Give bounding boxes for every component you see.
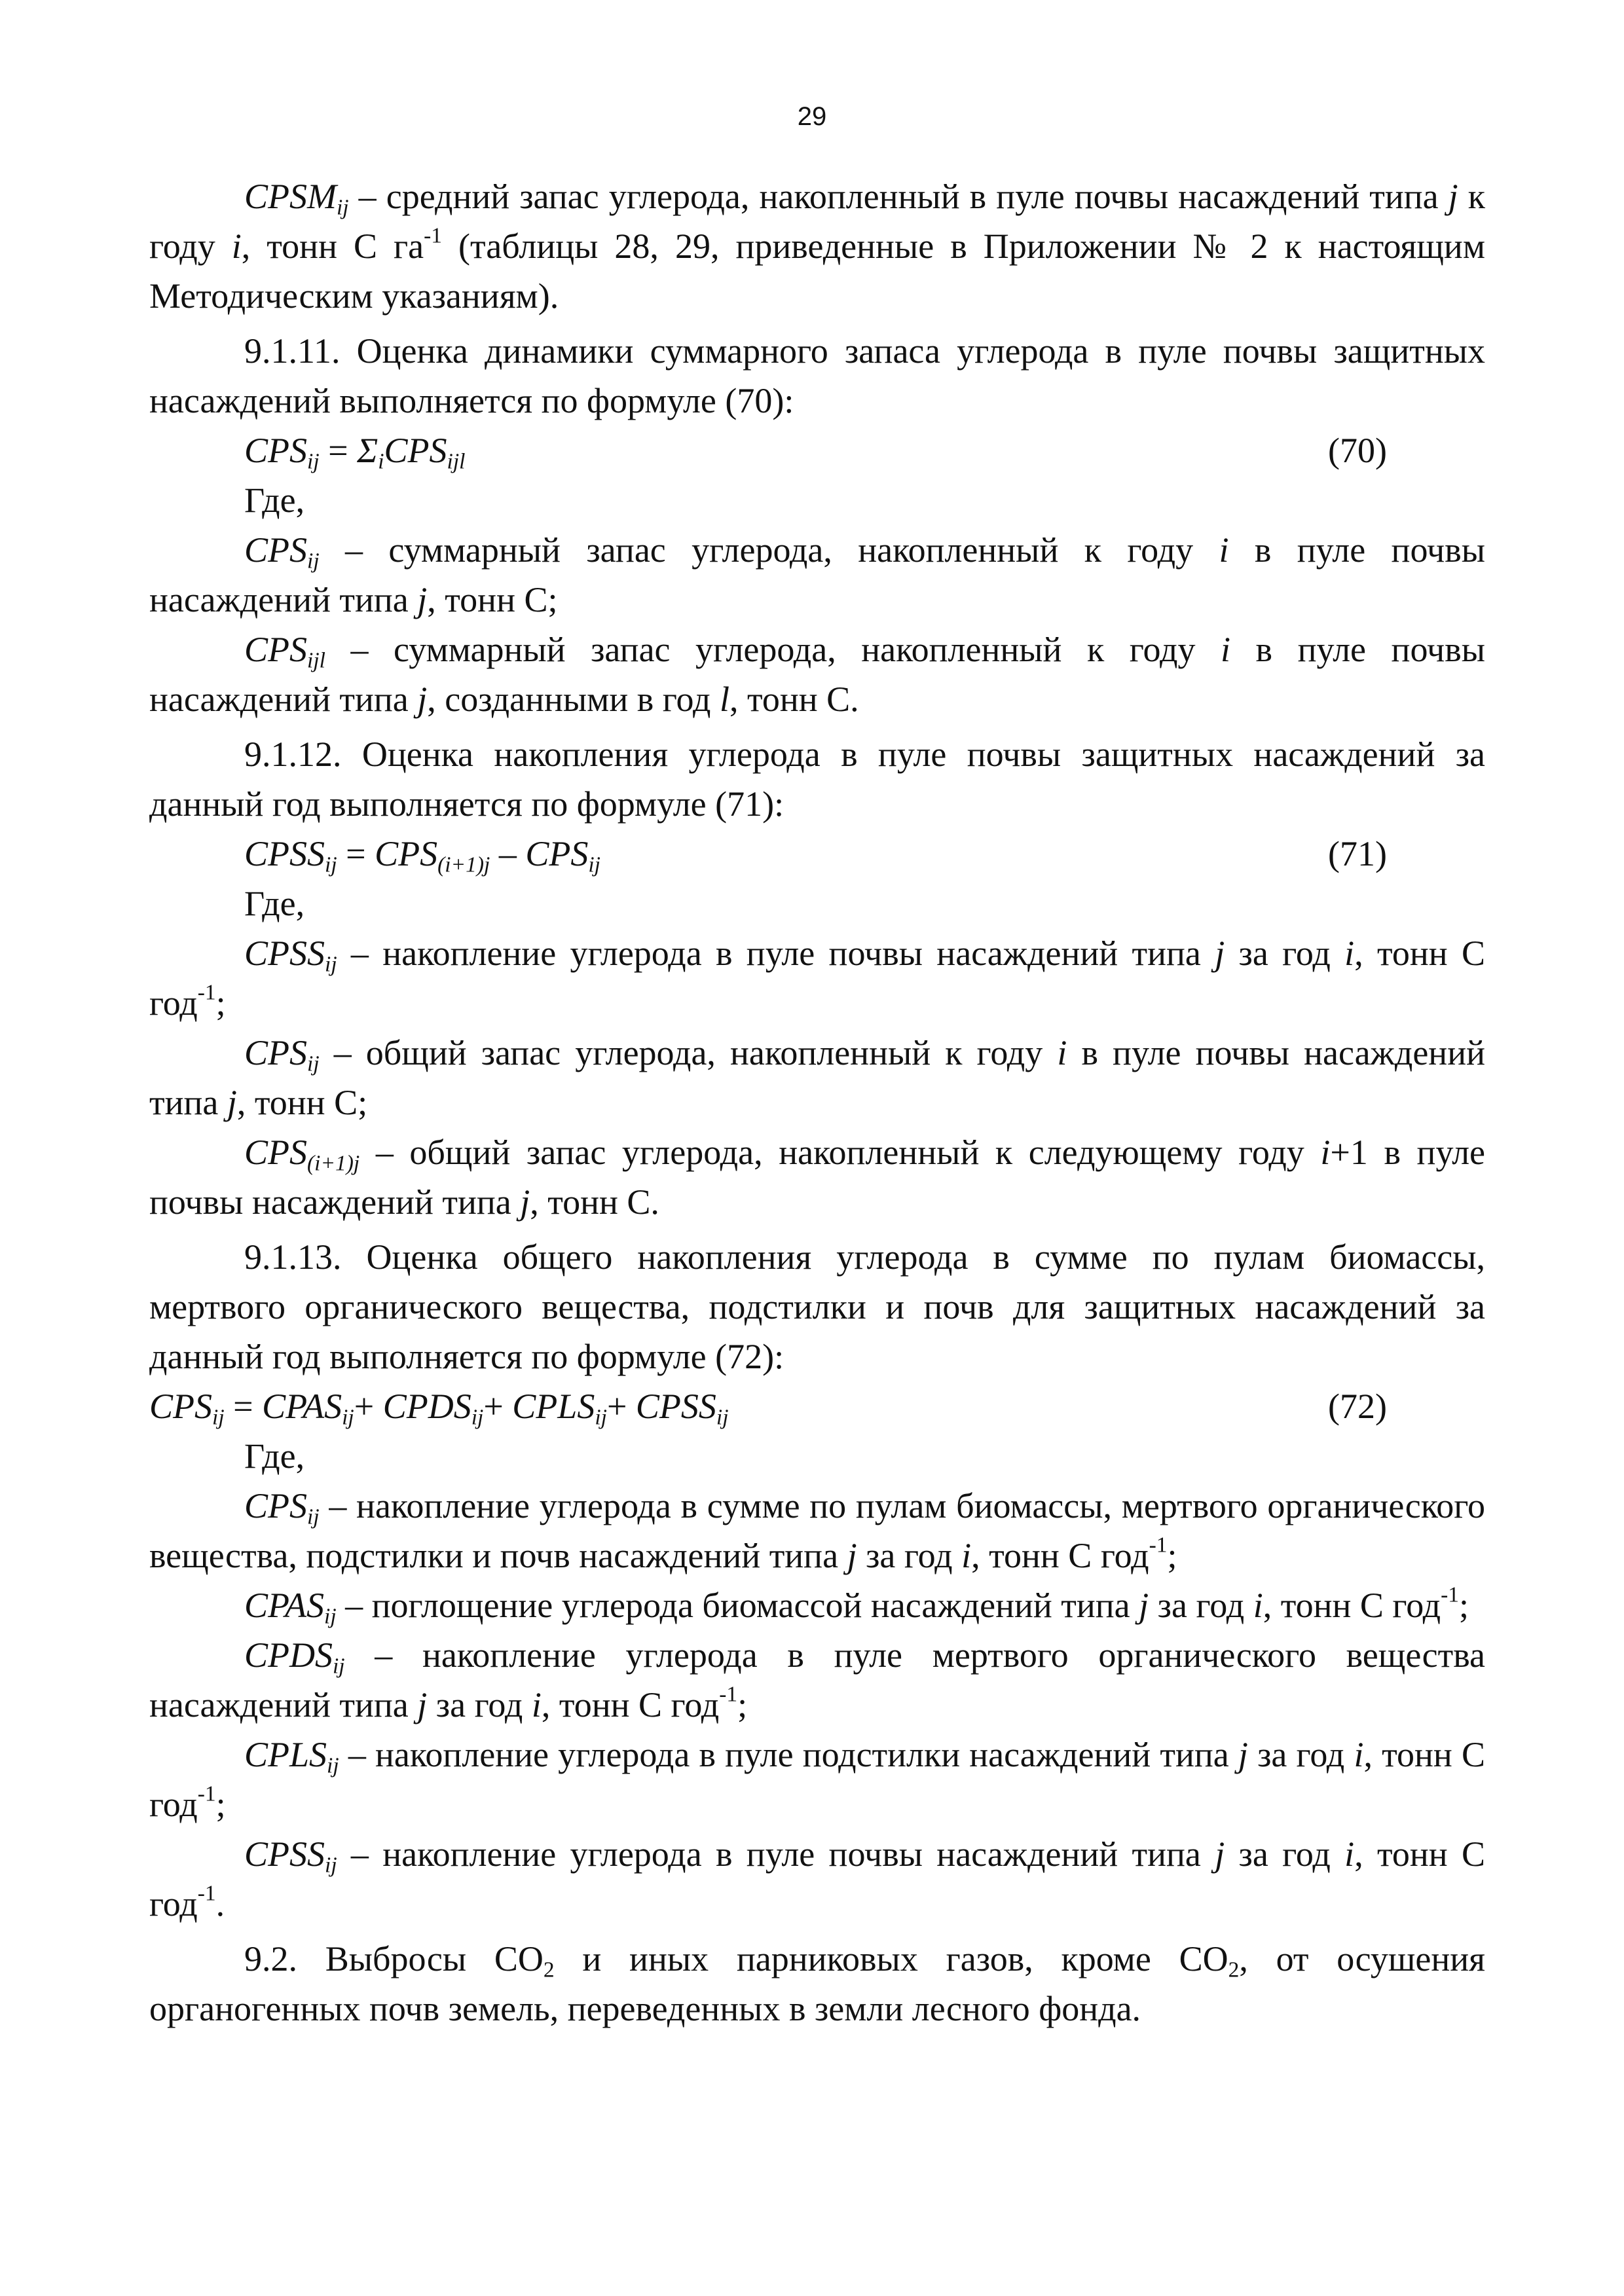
section-9-2: 9.2. Выбросы $CO_2$ и иных парниковых газов, кроме $CO_2$, от осушения органогенных почв земель, переведенных в земли лесного фонда.: [149, 1939, 1486, 2028]
definition-cpds: $CPDS_{ij}$ – накопление углерода в пуле мертвого органического вещества насаждений типа j за год i, тонн С год$^{-1}$;: [149, 1635, 1485, 1724]
formula-70: $CPS_{ij} = \Sigma_iCPS_{ijl}$ (70): [149, 426, 1485, 475]
where-label: Где,: [244, 884, 305, 923]
section-9-1-13: 9.1.13. Оценка общего накопления углерода в сумме по пулам биомассы, мертвого органического вещества, подстилки и почв для защитных насаждений за данный год выполняется по формуле (72):: [149, 1237, 1485, 1376]
definition-cps-i1j: $CPS_{(i+1)j}$ – общий запас углерода, накопленный к следующему году i+1 в пуле почвы насаждений типа j, тонн С.: [149, 1133, 1485, 1222]
formula-number: (70): [1328, 431, 1387, 470]
definition-cpas: $CPAS_{ij}$ – поглощение углерода биомассой насаждений типа j за год i, тонн С год$^{-1}$;: [244, 1582, 1469, 1629]
definition-cps-sum: $CPS_{ij}$ – накопление углерода в сумме по пулам биомассы, мертвого органического вещества, подстилки и почв насаждений типа j за год i, тонн С год$^{-1}$;: [149, 1486, 1485, 1575]
document-body: [149, 172, 1485, 2033]
definition-cpss-ij: $CPSS_{ij}$ – накопление углерода в пуле почвы насаждений типа j за год i, тонн С год$^{-1}$;: [149, 934, 1486, 1023]
section-9-1-11: 9.1.11. Оценка динамики суммарного запаса углерода в пуле почвы защитных насаждений выполняется по формуле (70):: [149, 331, 1485, 420]
section-9-1-12: 9.1.12. Оценка накопления углерода в пуле почвы защитных насаждений за данный год выполняется по формуле (71):: [149, 735, 1485, 824]
page-number: 29: [797, 102, 827, 131]
formula-71: $CPSS_{ij} = CPS_{(i+1)j} - CPS_{ij}$ (71): [149, 829, 1485, 879]
where-label: Где,: [244, 481, 305, 520]
where-label: Где,: [244, 1436, 305, 1476]
formula-number: (72): [1328, 1387, 1387, 1426]
formula-72: $CPS_{ij}$ = $CPAS_{ij}+$ $CPDS_{ij}+$ $CPLS_{ij}+$ $CPSS_{ij}$ (72): [149, 1381, 1485, 1431]
var-cpsm: CPSM: [244, 177, 337, 216]
definition-cpsm: $CPSM_{ij}$ – средний запас углерода, накопленный в пуле почвы насаждений типа j к году i, тонн С $га^{-1}$ (таблицы 28, 29, приведенные в Приложении № 2 к настоящим Методическим указаниям).: [149, 177, 1485, 316]
definition-cps-ij-total: $CPS_{ij}$ – общий запас углерода, накопленный к году i в пуле почвы насаждений типа j, тонн С;: [149, 1033, 1485, 1122]
definition-cpls: $CPLS_{ij}$ – накопление углерода в пуле подстилки насаждений типа j за год i, тонн С год$^{-1}$;: [149, 1735, 1486, 1824]
definition-cps-ijl: $CPS_{ijl}$ – суммарный запас углерода, накопленный к году i в пуле почвы насаждений типа j, созданными в год l, тонн С.: [149, 630, 1485, 719]
definition-cpss: $CPSS_{ij}$ – накопление углерода в пуле почвы насаждений типа j за год i, тонн С год$^{-1}$.: [149, 1834, 1486, 1923]
definition-cps-ij: $CPS_{ij}$ – суммарный запас углерода, накопленный к году i в пуле почвы насаждений типа j, тонн С;: [149, 530, 1485, 619]
formula-number: (71): [1328, 834, 1387, 873]
